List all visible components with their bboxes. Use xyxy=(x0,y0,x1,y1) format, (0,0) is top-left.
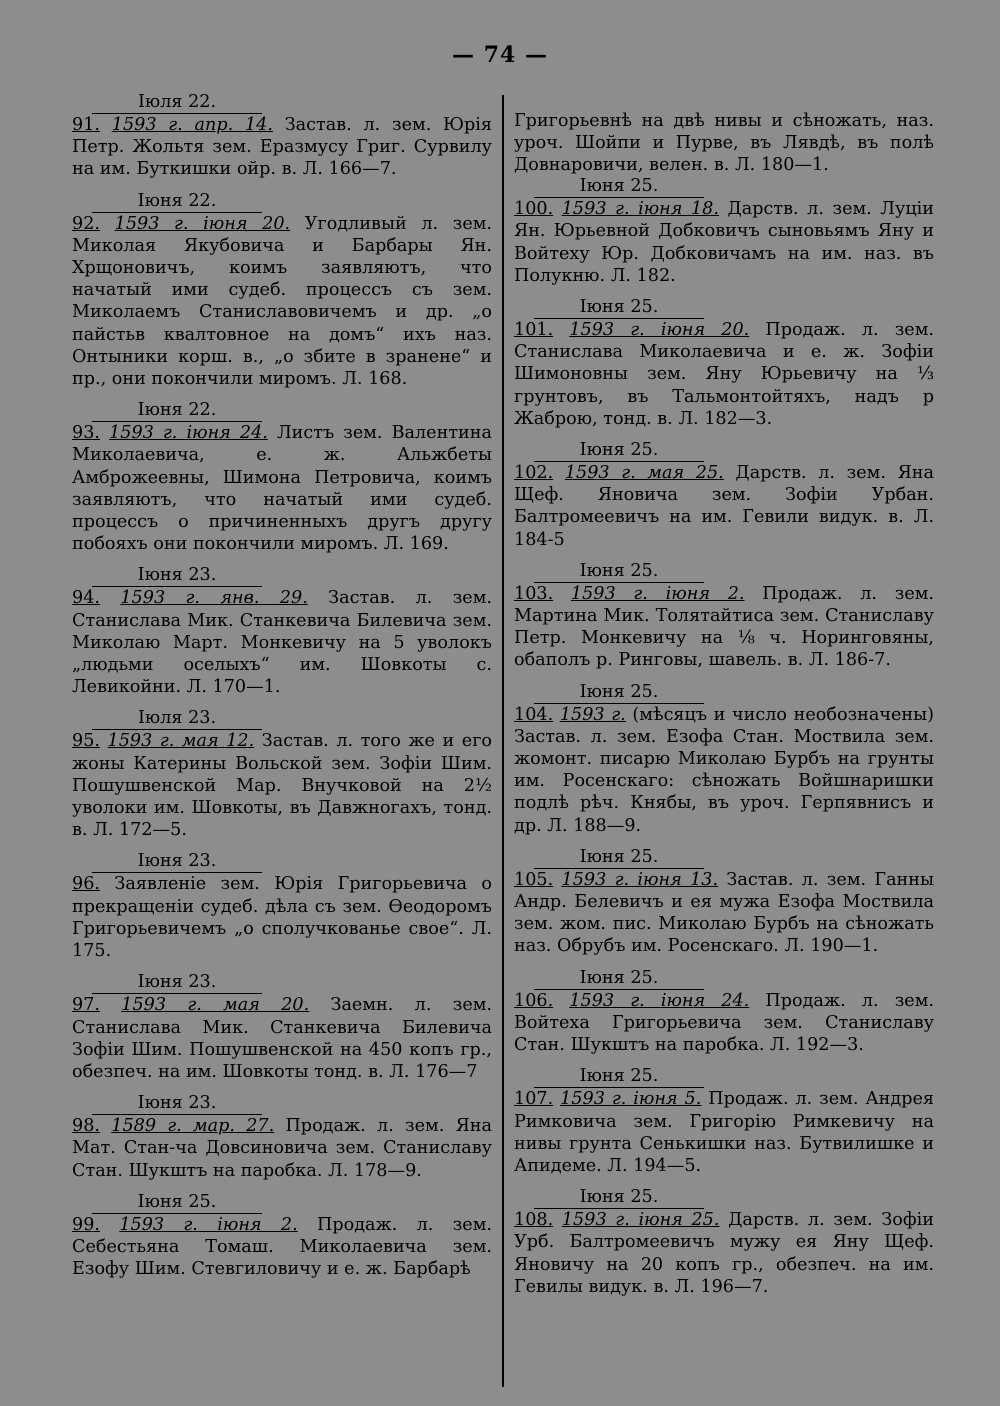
entry-text: Листъ зем. Валентина Миколаевича, е. ж. Альжбеты Амброжеевны, Шимона Петровича, коимъ заявляютъ, что начатый ими судеб. процессъ о причиненныхъ другъ другу побояхъ они покончили миромъ. Л. 169. xyxy=(72,423,492,555)
entry xyxy=(514,869,934,958)
entry-doc-date: 1593 г. іюня 20. xyxy=(569,320,750,341)
entry-date: Іюня 23. xyxy=(92,972,262,994)
entry xyxy=(514,990,934,1057)
entry-text: Дарств. л. зем. Яна Щеф. Яновича зем. Зофіи Урбан. Балтромеевичъ на им. Гевили видук. в. Л. 184-5 xyxy=(514,463,934,550)
entry-date: Іюня 25. xyxy=(534,561,704,583)
entry xyxy=(72,730,492,841)
entry-date: Іюня 23. xyxy=(92,851,262,873)
entry-number: 100. xyxy=(514,199,554,220)
entry-text: Продаж. л. зем. Себестьяна Томаш. Миколаевича зем. Езофу Шим. Стевгиловичу и е. ж. Барбарѣ xyxy=(72,1214,492,1280)
entry-number: 101. xyxy=(514,320,554,341)
entry xyxy=(72,587,492,698)
entry-doc-date: 1593 г. іюня 24. xyxy=(109,423,268,444)
entry-text: Застав. л. зем. Ганны Андр. Белевичъ и ея мужа Езофа Моствила зем. жом. пис. Миколаю Бурбъ на сѣножать наз. Обрубъ им. Росенскаго. Л. 190—1. xyxy=(514,869,935,957)
entry-doc-date: 1593 г. xyxy=(559,704,626,725)
left-column xyxy=(72,92,492,1290)
entry-doc-date: 1593 г. іюня 24. xyxy=(569,990,750,1011)
entry-text: Дарств. л. зем. Зофіи Урб. Балтромеевичъ мужу ея Яну Щеф. Яновичу на 20 копъ гр., обезпеч. на им. Гевилы видук. в. Л. 196—7. xyxy=(514,1210,934,1297)
entry-text: Продаж. л. зем. Андрея Римковича зем. Григорію Римкевичу на нивы грунта Сенькишки наз. Бутвилишке и Апидеме. Л. 194—5. xyxy=(514,1089,935,1176)
entry xyxy=(514,583,934,672)
entry-doc-date: 1593 г. мая 25. xyxy=(564,463,724,484)
entry-date: Іюня 25. xyxy=(534,297,704,319)
column-divider xyxy=(502,95,504,1387)
entry-doc-date: 1589 г. мар. 27. xyxy=(111,1116,275,1137)
entry-text: Продаж. л. зем. Войтеха Григорьевича зем. Станиславу Стан. Шукштъ на паробка. Л. 192—3. xyxy=(514,990,935,1056)
entry-date: Іюня 23. xyxy=(92,565,262,587)
entry-number: 104. xyxy=(514,704,554,725)
entry-text: Заемн. л. зем. Станислава Мик. Станкевича Билевича Зофіи Шим. Пошушвенской на 450 копъ гр., обезпеч. на им. Шовкоты тонд. в. Л. 176—7 xyxy=(72,995,493,1082)
entry xyxy=(72,1115,492,1182)
entry-date: Іюня 25. xyxy=(534,968,704,990)
entry-text: Дарств. л. зем. Луціи Ян. Юрьевной Добковичъ сыновьямъ Яну и Войтеху Юр. Добковичамъ на им. наз. въ Полукню. Л. 182. xyxy=(514,199,935,286)
entry-date: Іюня 25. xyxy=(92,1192,262,1214)
entry-doc-date: 1593 г. іюня 18. xyxy=(561,199,719,220)
entry-text: Заявленіе зем. Юрія Григорьевича о прекращеніи судеб. дѣла съ зем. Ѳеодоромъ Григорьевичемъ „о сполучкованье свое“. Л. 175. xyxy=(72,874,493,962)
entry-text: Угодливый л. зем. Миколая Якубовича и Барбары Ян. Хрщоновичъ, коимъ заявляютъ, что начатый ими судеб. процессъ съ зем. Миколаемъ Станиславовичемъ и др. „о пайстьв квалтовное на домъ“ ихъ наз. Онтыники корш. в., „о збите в зранене“ и пр., они покончили миромъ. Л. 168. xyxy=(72,213,493,390)
entry xyxy=(72,1214,492,1281)
entry-date: Іюня 25. xyxy=(534,682,704,704)
entry xyxy=(514,704,934,837)
entry-date: Іюля 22. xyxy=(92,92,262,114)
entry-text: (мѣсяцъ и число необозначены) Застав. л. зем. Езофа Стан. Моствила зем. жомонт. писарю Миколаю Бурбъ на грунты им. Росенскаго: сѣножать Войшнаришки подлѣ рѣч. Княбы, въ уроч. Герпявнисъ и др. Л. 188—9. xyxy=(514,704,935,836)
entry-text: Продаж. л. зем. Станислава Миколаевича и е. ж. Зофіи Шимоновны зем. Яну Юрьевичу на ⅓ грунтовъ, въ Тальмонтойтяхъ, надъ р Жаброю, тонд. в. Л. 182—3. xyxy=(514,320,935,429)
entry-doc-date: 1593 г. іюня 2. xyxy=(570,583,745,604)
entry xyxy=(72,873,492,962)
entry xyxy=(72,213,492,391)
entry-number: 98. xyxy=(72,1116,100,1137)
entry-doc-date: 1593 г. мая 12. xyxy=(107,731,255,752)
entry-date: Іюня 22. xyxy=(92,400,262,422)
entry xyxy=(514,1088,934,1177)
entry-date: Іюня 25. xyxy=(534,176,704,198)
entry-text: Продаж. л. зем. Мартина Мик. Толятайтиса зем. Станиславу Петр. Монкевичу на ⅛ ч. Норинговяны, обаполъ р. Ринговы, шавель. в. Л. 186-7. xyxy=(514,583,935,671)
entry-number: 94. xyxy=(72,588,100,609)
entry-doc-date: 1593 г. іюня 20. xyxy=(114,213,291,234)
entry-number: 106. xyxy=(514,990,554,1011)
entry-date: Іюня 25. xyxy=(534,847,704,869)
entry-doc-date: 1593 г. іюня 5. xyxy=(560,1089,702,1110)
entry-number: 97. xyxy=(72,995,100,1016)
entry-doc-date: 1593 г. іюня 2. xyxy=(119,1214,298,1235)
entry-date: Іюня 23. xyxy=(92,1093,262,1115)
entry-date: Іюля 23. xyxy=(92,708,262,730)
entry-number: 96. xyxy=(72,874,100,895)
entry xyxy=(72,422,492,555)
entry-number: 103. xyxy=(514,583,554,604)
entry xyxy=(514,319,934,430)
entry xyxy=(514,1209,934,1298)
entry-doc-date: 1593 г. апр. 14. xyxy=(111,115,273,135)
entry-doc-date: 1593 г. янв. 29. xyxy=(120,588,308,609)
entry-number: 99. xyxy=(72,1214,100,1235)
entry-date: Іюня 22. xyxy=(92,191,262,213)
entry xyxy=(72,114,492,181)
entry-doc-date: 1593 г. іюня 13. xyxy=(561,869,719,890)
entry-date: Іюня 25. xyxy=(534,1187,704,1209)
entry-number: 108. xyxy=(514,1210,554,1231)
entry xyxy=(514,198,934,287)
entry xyxy=(514,462,934,551)
entry-text: Застав. л. зем. Юрія Петр. Жольтя зем. Еразмусу Григ. Сурвилу на им. Буткишки ойр. в. Л. 166—7. xyxy=(72,115,493,180)
entry-doc-date: 1593 г. іюня 25. xyxy=(561,1210,720,1231)
entry-number: 91. xyxy=(72,115,100,135)
entry-date: Іюня 25. xyxy=(534,1066,704,1088)
entry-number: 107. xyxy=(514,1089,554,1110)
entry-number: 93. xyxy=(72,423,100,444)
entry-text: Застав. л. зем. Станислава Мик. Станкевича Билевича зем. Миколаю Март. Монкевичу на 5 уволокъ „людьми оселыхъ“ им. Шовкоты с. Левикойни. Л. 170—1. xyxy=(72,588,492,698)
entry xyxy=(72,994,492,1083)
entry-number: 92. xyxy=(72,213,100,234)
page-number: — 74 — xyxy=(452,42,548,68)
entry-number: 105. xyxy=(514,869,554,890)
entry-text: Продаж. л. зем. Яна Мат. Стан-ча Довсиновича зем. Станиславу Стан. Шукштъ на паробка. Л. 178—9. xyxy=(72,1116,493,1181)
entry-number: 102. xyxy=(514,463,554,484)
entry-doc-date: 1593 г. мая 20. xyxy=(121,995,310,1016)
continuation-text: Григорьевнѣ на двѣ нивы и сѣножать, наз. уроч. Шойпи и Пурве, въ Лявдѣ, въ полѣ Довнаровичи, велен. в. Л. 180—1. xyxy=(514,110,934,175)
entry-date: Іюня 25. xyxy=(534,440,704,462)
entry-number: 95. xyxy=(72,731,100,752)
right-column xyxy=(514,92,934,1308)
entry-text: Застав. л. того же и его жоны Катерины Вольской зем. Зофіи Шим. Пошушвенской Мар. Внучковой на 2½ уволоки им. Шовкоты, въ Давжногахъ, тонд. в. Л. 172—5. xyxy=(72,731,493,841)
